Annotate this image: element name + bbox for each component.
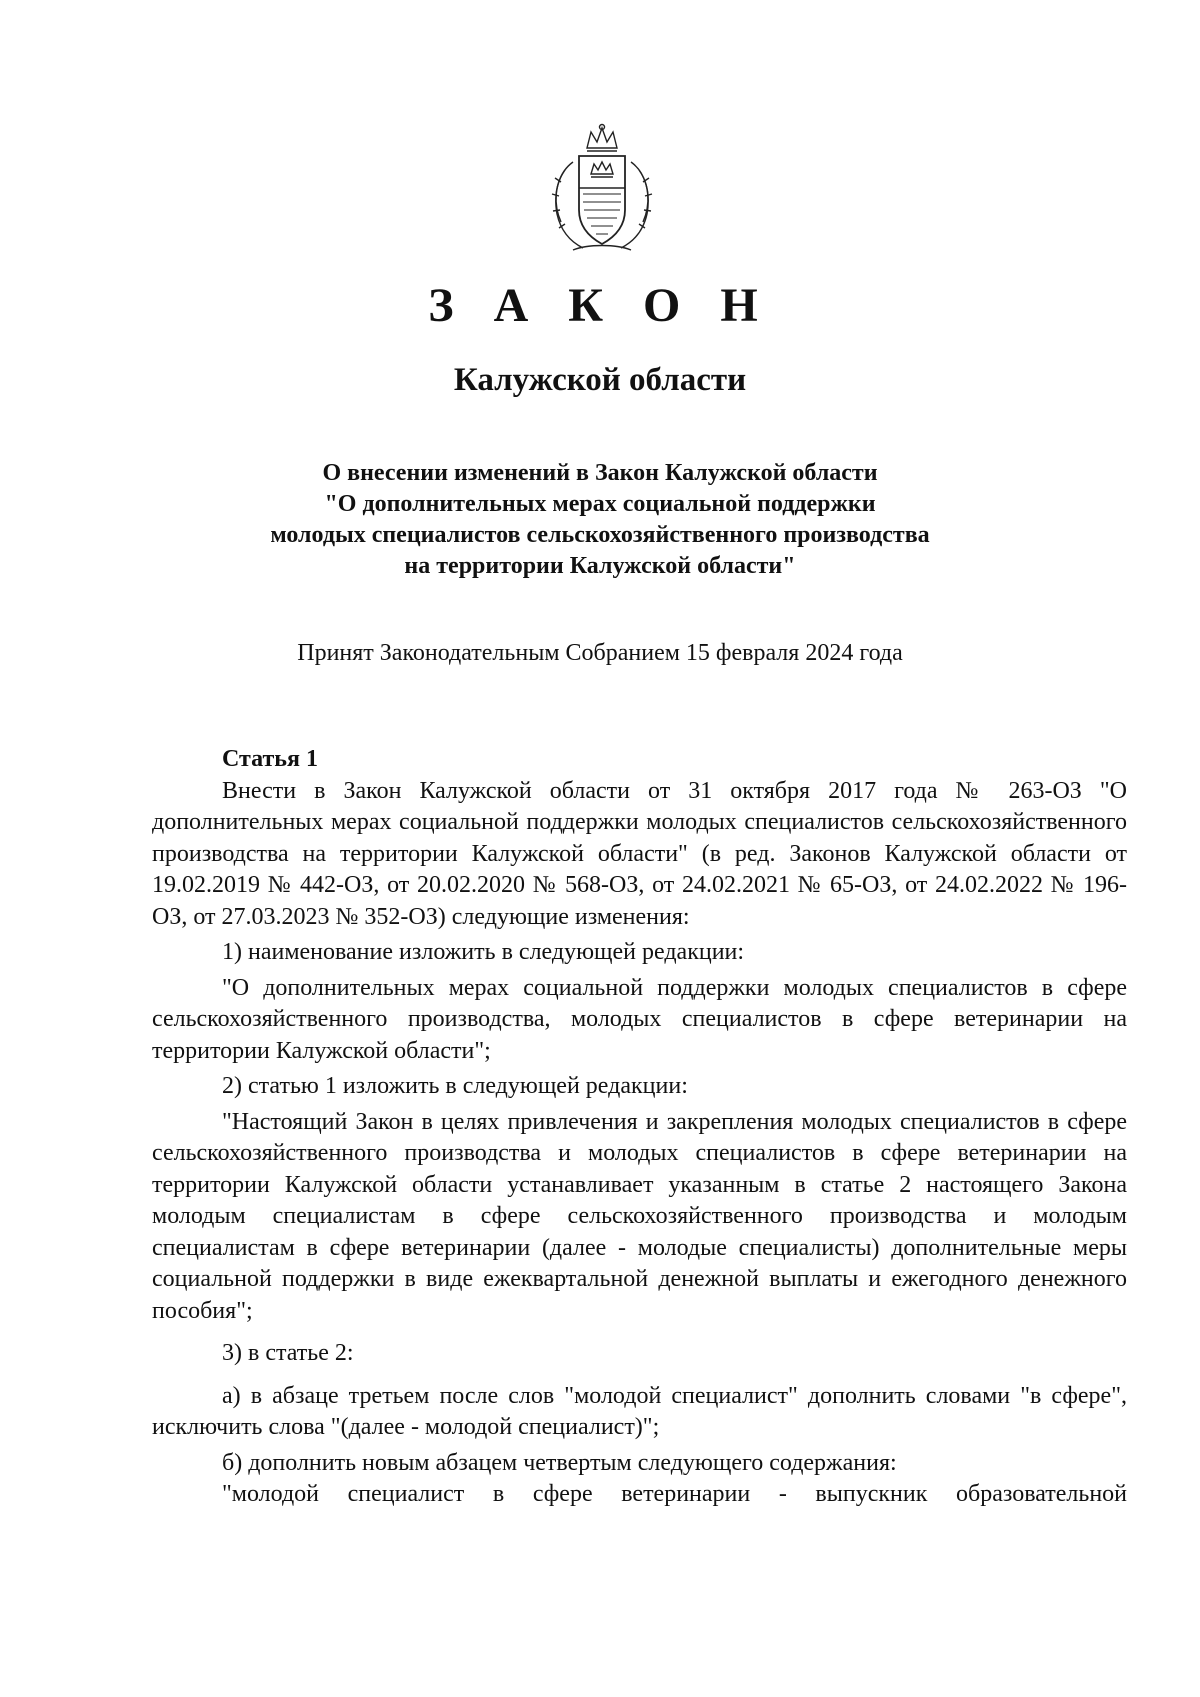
article-heading: Статья 1 [222, 746, 318, 772]
adoption-note: Принят Законодательным Собранием 15 февраля 2024 года [297, 640, 903, 666]
coat-of-arms-emblem [543, 122, 661, 256]
article-body [152, 744, 1127, 1511]
item-2-text: "Настоящий Закон в целях привлечения и закрепления молодых специалистов в сфере сельскохозяйственного производства и молодых специалистов в сфере ветеринарии на территории Калужской области устанавливает указанным в статье 2 настоящего Закона молодым специалистам в сфере сельскохозяйственного производства и молодым специалистам в сфере ветеринарии (далее - молодые специалисты) дополнительные меры социальной поддержки в виде ежеквартальной денежной выплаты и ежегодного денежного пособия"; [152, 1108, 1127, 1324]
subject-line: молодых специалистов сельскохозяйственного производства [270, 522, 930, 548]
item-1: 1) наименование изложить в следующей редакции: [222, 939, 745, 965]
item-2: 2) статью 1 изложить в следующей редакции: [222, 1073, 688, 1099]
subject-line: О внесении изменений в Закон Калужской области [322, 460, 878, 486]
subject-line: "О дополнительных мерах социальной поддержки [324, 491, 876, 517]
law-subject [150, 458, 1050, 582]
article-intro: Внести в Закон Калужской области от 31 октября 2017 года № 263-ОЗ "О дополнительных мерах социальной поддержки молодых специалистов сельскохозяйственного производства на территории Калужской области" (в ред. Законов Калужской области от 19.02.2019 № 442-ОЗ, от 20.02.2020 № 568-ОЗ, от 24.02.2021 № 65-ОЗ, от 24.02.2022 № 196-ОЗ, от 27.03.2023 № 352-ОЗ) следующие изменения: [152, 777, 1127, 930]
item-3a: а) в абзаце третьем после слов "молодой специалист" дополнить словами "в сфере", исключить слова "(далее - молодой специалист)"; [152, 1382, 1127, 1440]
region-name: Калужской области [453, 362, 747, 398]
subject-line: на территории Калужской области" [404, 553, 796, 579]
item-3b: б) дополнить новым абзацем четвертым следующего содержания: [222, 1449, 897, 1476]
item-3: 3) в статье 2: [222, 1340, 354, 1366]
item-3b-text: "молодой специалист в сфере ветеринарии - выпускник образовательной [222, 1481, 1127, 1507]
document-title: З А К О Н [428, 279, 772, 332]
item-1-text: "О дополнительных мерах социальной поддержки молодых специалистов в сфере сельскохозяйственного производства, молодых специалистов в сфере ветеринарии на территории Калужской области"; [152, 974, 1127, 1064]
